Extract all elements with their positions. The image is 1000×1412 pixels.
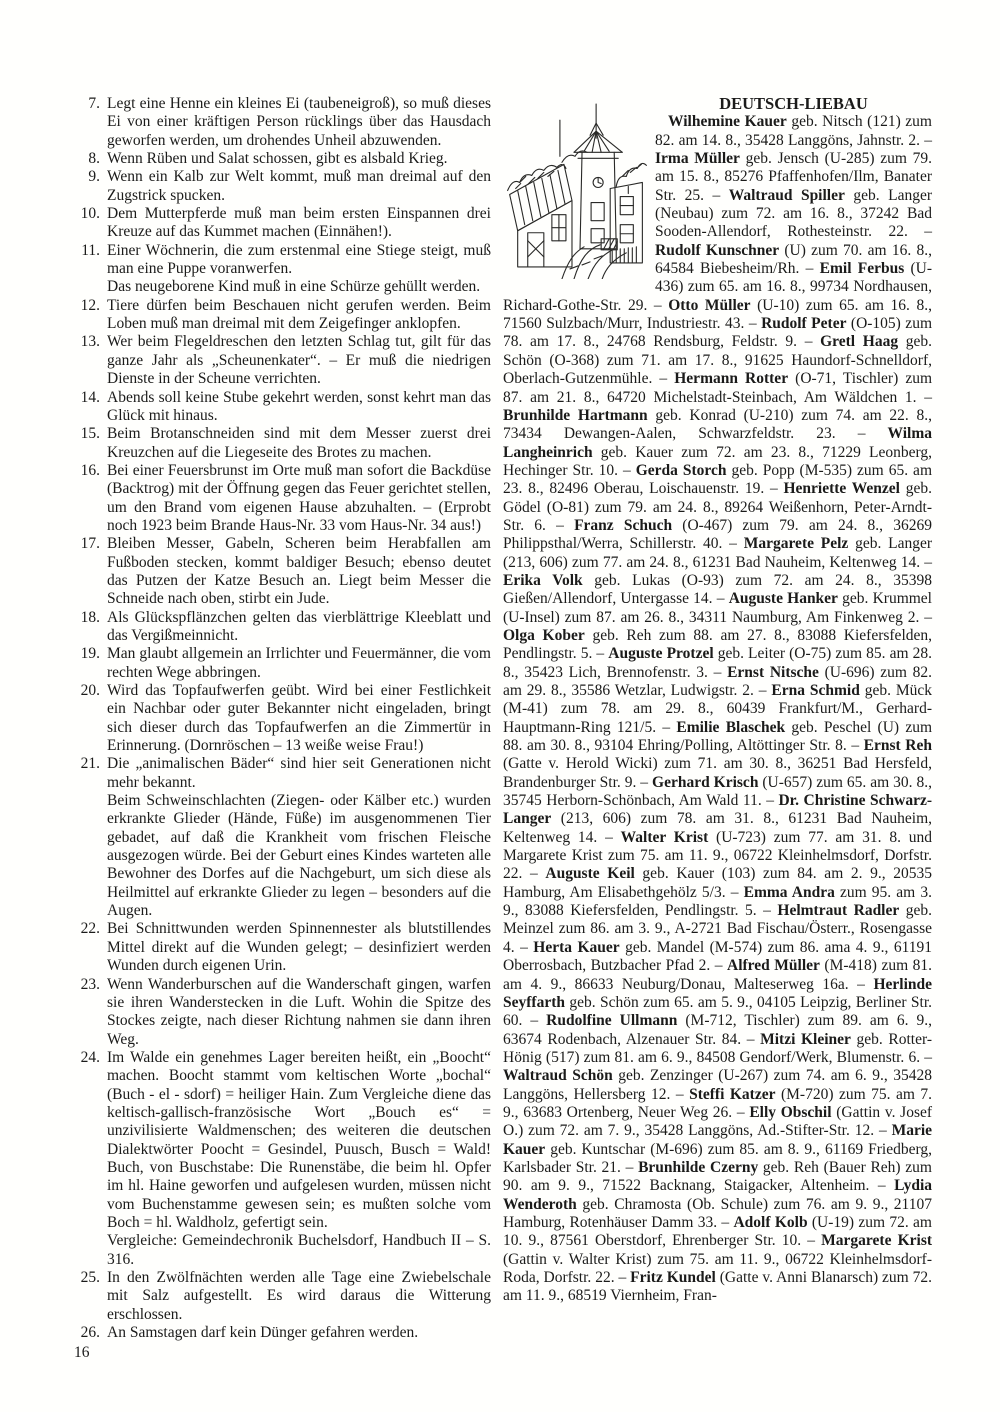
item-text xyxy=(107,976,491,1049)
person-name: Otto Müller xyxy=(668,296,751,314)
item-text xyxy=(107,755,491,920)
item-number: 19. xyxy=(80,645,100,663)
item-text xyxy=(107,1324,491,1342)
item-number: 10. xyxy=(80,205,100,223)
person-name: Emma Andra xyxy=(743,883,835,901)
item-text xyxy=(107,242,491,297)
person-name: Erna Schmid xyxy=(771,682,860,699)
item-paragraph: Wer beim Flegeldreschen den letzten Schlag tut, gilt für das ganze Jahr als „Scheunenkater“. – Er muß die niedrigen Dienste in der Scheune verrichten. xyxy=(107,333,491,388)
item-paragraph: In den Zwölfnächten werden alle Tage eine Zwiebelschale mit Salz aufgestellt. Es wird daraus die Witterung erschlossen. xyxy=(107,1269,491,1323)
person-name: Rudolfine Ullmann xyxy=(546,1012,678,1030)
item-text xyxy=(107,920,491,975)
list-item xyxy=(74,150,491,168)
person-name: Erika Volk xyxy=(503,571,583,589)
item-number: 22. xyxy=(80,920,100,938)
item-paragraph: Vergleiche: Gemeindechronik Buchelsdorf, Handbuch II – S. 316. xyxy=(107,1232,491,1268)
person-name: Mitzi Kleiner xyxy=(760,1030,851,1048)
item-paragraph: Tiere dürfen beim Beschauen nicht gerufen werden. Beim Loben muß man dreimal mit dem Zeigefinger anklopfen. xyxy=(107,296,491,333)
item-text xyxy=(107,1049,491,1269)
item-text xyxy=(107,682,491,755)
item-number: 11. xyxy=(81,241,100,259)
list-item xyxy=(74,1324,491,1342)
item-number: 18. xyxy=(80,608,100,626)
list-item xyxy=(74,462,491,535)
item-paragraph: Wenn Rüben und Salat schossen, gibt es alsbald Krieg. xyxy=(107,150,448,168)
item-number: 25. xyxy=(80,1269,100,1286)
item-text xyxy=(107,95,491,150)
list-item xyxy=(74,976,491,1049)
person-name: Wilhemine Kauer xyxy=(668,113,787,131)
person-name: Alfred Müller xyxy=(727,957,820,975)
list-item xyxy=(74,920,491,975)
list-item xyxy=(74,645,491,682)
list-item xyxy=(74,609,491,646)
list-item xyxy=(74,333,491,388)
item-number: 8. xyxy=(88,150,100,168)
person-name: Hermann Rotter xyxy=(674,370,789,388)
person-name: Gerda Storch xyxy=(635,461,727,479)
person-name: Franz Schuch xyxy=(574,516,673,534)
person-name: Margarete Pelz xyxy=(743,535,849,553)
item-paragraph: Bleiben Messer, Gabeln, Scheren beim Herabfallen am Fußboden stecken, kommt baldiger Besuch; ebenso deutet das Putzen der Katze Besuch an. Liegt beim Messer die Schneide nach oben, stirbt ein Jude. xyxy=(107,535,491,608)
item-paragraph: Legt eine Henne ein kleines Ei (taubeneigroß), so muß dieses Ei von einer kräftigen Person rücklings über das Hausdach geworfen werden, um drohendes Unheil abzuwenden. xyxy=(107,95,491,149)
list-item xyxy=(74,1269,491,1324)
item-text xyxy=(107,150,491,168)
item-text xyxy=(107,609,491,646)
page-number: 16 xyxy=(74,1344,90,1361)
item-number: 9. xyxy=(88,168,100,186)
item-number: 7. xyxy=(88,95,100,112)
item-number: 20. xyxy=(80,682,100,699)
person-name: Olga Kober xyxy=(503,626,585,644)
list-item xyxy=(74,1049,491,1269)
list-item xyxy=(74,95,491,150)
person-name: Wilma Langheinrich xyxy=(503,425,932,461)
item-number: 17. xyxy=(80,535,100,553)
person-name: Waltraud Schön xyxy=(503,1067,613,1085)
item-paragraph: Dem Mutterpferde muß man beim ersten Einspannen drei Kreuze auf das Kummet machen (Einnähen!). xyxy=(107,205,491,241)
item-text xyxy=(107,205,491,242)
person-name: Rudolf Kunschner xyxy=(655,241,780,259)
person-name: Auguste Hanker xyxy=(728,590,838,608)
item-paragraph: Bei Schnittwunden werden Spinnennester als blutstillendes Mittel direkt auf die Wunden gelegt; – desinfiziert werden Wunden durch eigenen Urin. xyxy=(107,920,491,975)
item-number: 15. xyxy=(80,425,100,443)
item-paragraph: Beim Schweinschlachten (Ziegen- oder Kälber etc.) wurden erkrankte Glieder (Hände, Füße) im ausgenommenen Tier gebadet, auf daß die Krankheit vom frischen Fleische ausgezogen würde. Bei der Geburt eines Kindes warteten alle Bewohner des Dorfes auf die Nachgeburt, um sich diese als Heilmittel auf erkrankte Glieder zu legen – besonders auf die Augen. xyxy=(107,792,491,920)
person-name: Irma Müller xyxy=(655,150,740,168)
birthday-announcements-text: Wilhemine Kauer geb. Nitsch (121) zum 82. am 14. 8., 35428 Langgöns, Jahnstr. 2. – Irma Müller geb. Jensch (U-285) zum 79. am 15. 8., 85276 Pfaffenhofen/Ilm, Banater Str. 25. – Waltraud Spiller geb. Langer (Neubau) zum 72. am 16. 8., 37242 Bad Sooden-Allendorf, Rothesteinstr. 22. – Rudolf Kunschner (U) zum 70. am 16. 8., 64584 Biebesheim/Rh. – Emil Ferbus (U-436) zum 65. am 16. 8., 99734 Nordhausen, Richard-Gothe-Str. 29. – Otto Müller (U-10) zum 65. am 16. 8., 71560 Sulzbach/Murr, Industriestr. 43. – Rudolf Peter (O-105) zum 78. am 17. 8., 24768 Rendsburg, Feldstr. 9. – Gretl Haag geb. Schön (O-368) zum 71. am 17. 8., 91625 Haundorf-Schnelldorf, Oberlach-Gutzenmühle. – Hermann Rotter (O-71, Tischler) zum 87. am 21. 8., 64720 Michelstadt-Steinbach, Am Wäldchen 1. – Brunhilde Hartmann geb. Konrad (U-210) zum 74. am 22. 8., 73434 Dewangen-Aalen, Schwarzfeldstr. 23. – Wilma Langheinrich geb. Kauer zum 72. am 23. 8., 71229 Leonberg, Hechinger Str. 10. – Gerda Storch geb. Popp (M-535) zum 65. am 23. 8., 82496 Oberau, Loischauenstr. 19. – Henriette Wenzel geb. Gödel (O-81) zum 79. am 24. 8., 89264 Weißenhorn, Peter-Arndt-Str. 6. – Franz Schuch (O-467) zum 79. am 24. 8., 36269 Philippsthal/Werra, Schillerstr. 40. – Margarete Pelz geb. Langer (213, 606) zum 77. am 24. 8., 61231 Bad Nauheim, Keltenweg 14. – Erika Volk geb. Lukas (O-93) zum 72. am 24. 8., 35398 Gießen/Allendorf, Untergasse 14. – Auguste Hanker geb. Krummel (U-Insel) zum 87. am 26. 8., 34311 Naumburg, Am Finkenweg 2. – Olga Kober geb. Reh zum 88. am 27. 8., 83088 Kiefersfelden, Pendlingstr. 5. – Auguste Protzel geb. Leiter (O-75) zum 85. am 28. 8., 35423 Lich, Brennofenstr. 3. – Ernst Nitsche (U-696) zum 82. am 29. 8., 35586 Wetzlar, Ludwigstr. 2. – Erna Schmid geb. Mück (M-41) zum 78. am 29. 8., 60439 Frankfurt/M., Gerhard-Hauptmann-Ring 121/5. – Emilie Blaschek geb. Peschel (U) zum 88. am 30. 8., 93104 Ehring/Polling, Altöttinger Str. 8. – Ernst Reh (Gatte v. Herold Wicki) zum 71. am 30. 8., 36251 Bad Hersfeld, Brandenburger Str. 9. – Gerhard Krisch (U-657) zum 65. am 30. 8., 35745 Herborn-Schönbach, Am Wald 11. – Dr. Christine Schwarz-Langer (213, 606) zum 78. am 31. 8., 61231 Bad Nauheim, Keltenweg 14. – Walter Krist (U-723) zum 77. am 31. 8. und Margarete Krist zum 75. am 11. 9., 06722 Kleinhelmsdorf, Dorfstr. 22. – Auguste Keil geb. Kauer (103) zum 84. am 2. 9., 20535 Hamburg, Am Elisabethgehölz 5/3. – Emma Andra zum 95. am 3. 9., 83088 Kiefersfelden, Pendlingstr. 5. – Helmtraut Radler geb. Meinzel zum 86. am 3. 9., A-2721 Bad Fischau/Österr., Rosengasse 4. – Herta Kauer geb. Mandel (M-574) zum 86. ama 4. 9., 61191 Oberrosbach, Butzbacher Pfad 2. – Alfred Müller (M-418) zum 81. am 4. 9., 86633 Neuburg/Donau, Malteserweg 16a. – Herlinde Seyffarth geb. Schön zum 65. am 5. 9., 04105 Leipzig, Berliner Str. 60. – Rudolfine Ullmann (M-712, Tischler) zum 89. am 6. 9., 63674 Rodenbach, Alzenauer Str. 84. – Mitzi Kleiner geb. Rotter-Hönig (517) zum 81. am 6. 9., 84508 Gendorf/Werk, Blumenstr. 6. – Waltraud Schön geb. Zenzinger (U-267) zum 74. am 6. 9., 35428 Langgöns, Hellersberg 12. – Steffi Katzer (M-720) zum 75. am 7. 9., 63683 Ortenberg, Neuer Weg 26. – Elly Obschil (Gattin v. Josef O.) zum 72. am 7. 9., 35428 Langgöns, Ad.-Stifter-Str. 12. – Marie Kauer geb. Kuntschar (M-696) zum 85. am 8. 9., 61169 Friedberg, Karlsbader Str. 21. – Brunhilde Czerny geb. Reh (Bauer Reh) zum 90. am 9. 9., 71522 Backnang, Staigacker, Altenheim. – Lydia Wenderoth geb. Chramosta (Ob. Schule) zum 76. am 9. 9., 21107 Hamburg, Rotenhäuser Damm 33. – Adolf Kolb (U-19) zum 72. am 10. 9., 87561 Oberstdorf, Ehrenberger Str. 10. – Margarete Krist (Gattin v. Walter Krist) zum 75. am 11. 9., 06722 Kleinhelmsdorf-Roda, Dorfstr. 22. – Fritz Kundel (Gatte v. Anni Blanarsch) zum 72. am 11. 9., 68519 Viernheim, Fran- xyxy=(503,113,933,1305)
list-item xyxy=(74,389,491,426)
list-item xyxy=(74,425,491,462)
person-name: Elly Obschil xyxy=(749,1103,832,1121)
item-paragraph: Man glaubt allgemein an Irrlichter und Feuermänner, die vom rechten Wege abbringen. xyxy=(107,645,491,681)
person-name: Herlinde Seyffarth xyxy=(503,975,933,1011)
person-name: Henriette Wenzel xyxy=(783,480,900,498)
list-item xyxy=(74,535,491,608)
item-text xyxy=(107,645,491,682)
item-text xyxy=(107,462,491,535)
list-item xyxy=(74,755,491,920)
item-number: 12. xyxy=(80,296,100,314)
item-number: 13. xyxy=(80,333,100,351)
person-name: Rudolf Peter xyxy=(761,315,847,333)
section-heading: DEUTSCH-LIEBAU xyxy=(719,94,868,113)
person-name: Steffi Katzer xyxy=(689,1085,776,1103)
list-item xyxy=(74,682,491,755)
person-name: Auguste Protzel xyxy=(608,645,714,663)
person-name: Gerhard Krisch xyxy=(652,773,759,791)
item-paragraph: Im Walde ein genehmes Lager bereiten heißt, ein „Boocht“ machen. Boocht stammt vom keltischen Worte „bochal“ (Buch - el - sdorf) = heiliger Hain. Zum Vergleiche diene das keltisch-gallisch-französische Wort „Bouch es“ = unzivilisierte Waldmenschen; des weiteren die deutschen Dialektwörter Poocht = Gesindel, Puusch, Busch = Wald! Buch, von Buschstabe: Die Runenstäbe, die beim hl. Opfer im hl. Haine geworfen und aufgelesen wurden, müssen nicht vom Buchenstamme gewesen sein; es mußten solche vom Boch = hl. Waldholz, gefertigt sein. xyxy=(107,1048,491,1231)
item-paragraph: Wenn ein Kalb zur Welt kommt, muß man dreimal auf den Zugstrick spucken. xyxy=(107,168,491,204)
item-paragraph: Bei einer Feuersbrunst im Orte muß man sofort die Backdüse (Backtrog) mit der Öffnung gegen das Feuer gerichtet stellen, um den Brand vom eigenen Hause abzuhalten. – (Erprobt noch 1923 beim Brande Haus-Nr. 33 vom Haus-Nr. 34 aus!) xyxy=(107,461,491,534)
item-paragraph: Wird das Topfaufwerfen geübt. Wird bei einer Festlichkeit ein Nachbar oder guter Bekannter nicht eingeladen, bringt sich dieser durch das Topfaufwerfen an die Zimmertür in Erinnerung. (Dornröschen – 13 weiße weise Frau!) xyxy=(107,682,491,755)
person-name: Ernst Reh xyxy=(863,737,932,755)
person-name: Fritz Kundel xyxy=(630,1269,716,1286)
item-paragraph: Beim Brotanschneiden sind mit dem Messer zuerst drei Kreuzchen auf die Liegeseite des Brotes zu machen. xyxy=(107,425,491,461)
person-name: Waltraud Spiller xyxy=(728,186,845,204)
village-church-illustration xyxy=(503,98,647,279)
item-text xyxy=(107,1269,491,1324)
item-paragraph: Die „animalischen Bäder“ sind hier seit Generationen nicht mehr bekannt. xyxy=(107,755,491,791)
person-name: Margarete Krist xyxy=(821,1232,933,1250)
person-name: Walter Krist xyxy=(620,828,709,846)
item-number: 16. xyxy=(80,461,100,479)
person-name: Emilie Blaschek xyxy=(676,718,786,736)
item-number: 23. xyxy=(80,975,100,993)
person-name: Helmtraut Radler xyxy=(777,902,900,920)
item-text xyxy=(107,333,491,388)
person-name: Dr. Christine Schwarz-Langer xyxy=(503,792,933,828)
item-number: 26. xyxy=(80,1324,100,1342)
person-name: Gretl Haag xyxy=(820,333,899,351)
list-item xyxy=(74,297,491,334)
item-paragraph: Wenn Wanderburschen auf die Wanderschaft gingen, warfen sie ihren Wanderstecken in die Luft. Wohin die Spitze des Stockes zeigte, nach dieser Richtung nahmen sie dann ihren Weg. xyxy=(107,975,491,1048)
item-number: 24. xyxy=(80,1048,100,1066)
item-paragraph: Als Glückspflänzchen gelten das vierblättrige Kleeblatt und das Vergißmeinnicht. xyxy=(107,608,491,644)
item-text xyxy=(107,168,491,205)
folklore-numbered-list xyxy=(74,95,491,1342)
item-number: 14. xyxy=(80,388,100,406)
list-item xyxy=(74,205,491,242)
person-name: Marie Kauer xyxy=(503,1122,933,1158)
person-name: Ernst Nitsche xyxy=(727,663,819,681)
person-name: Herta Kauer xyxy=(533,938,620,956)
item-text xyxy=(107,389,491,426)
person-name: Brunhilde Czerny xyxy=(638,1158,759,1176)
list-item xyxy=(74,168,491,205)
person-name: Adolf Kolb xyxy=(733,1213,808,1231)
item-number: 21. xyxy=(80,755,100,773)
item-text xyxy=(107,535,491,608)
church-street-drawing-icon xyxy=(503,98,647,279)
person-name: Lydia Wenderoth xyxy=(503,1177,933,1213)
person-name: Brunhilde Hartmann xyxy=(503,406,648,424)
item-text xyxy=(107,297,491,334)
item-paragraph: Abends soll keine Stube gekehrt werden, sonst kehrt man das Glück mit hinaus. xyxy=(107,388,491,424)
item-text xyxy=(107,425,491,462)
item-paragraph: Das neugeborene Kind muß in eine Schürze gehüllt werden. xyxy=(107,278,481,296)
list-item xyxy=(74,242,491,297)
person-name: Auguste Keil xyxy=(545,865,635,883)
person-name: Emil Ferbus xyxy=(819,260,905,278)
announcements-column xyxy=(503,95,932,1306)
item-paragraph: Einer Wöchnerin, die zum erstenmal eine Stiege steigt, muß man eine Puppe voranwerfen. xyxy=(107,241,491,278)
item-paragraph: An Samstagen darf kein Dünger gefahren werden. xyxy=(107,1324,419,1342)
